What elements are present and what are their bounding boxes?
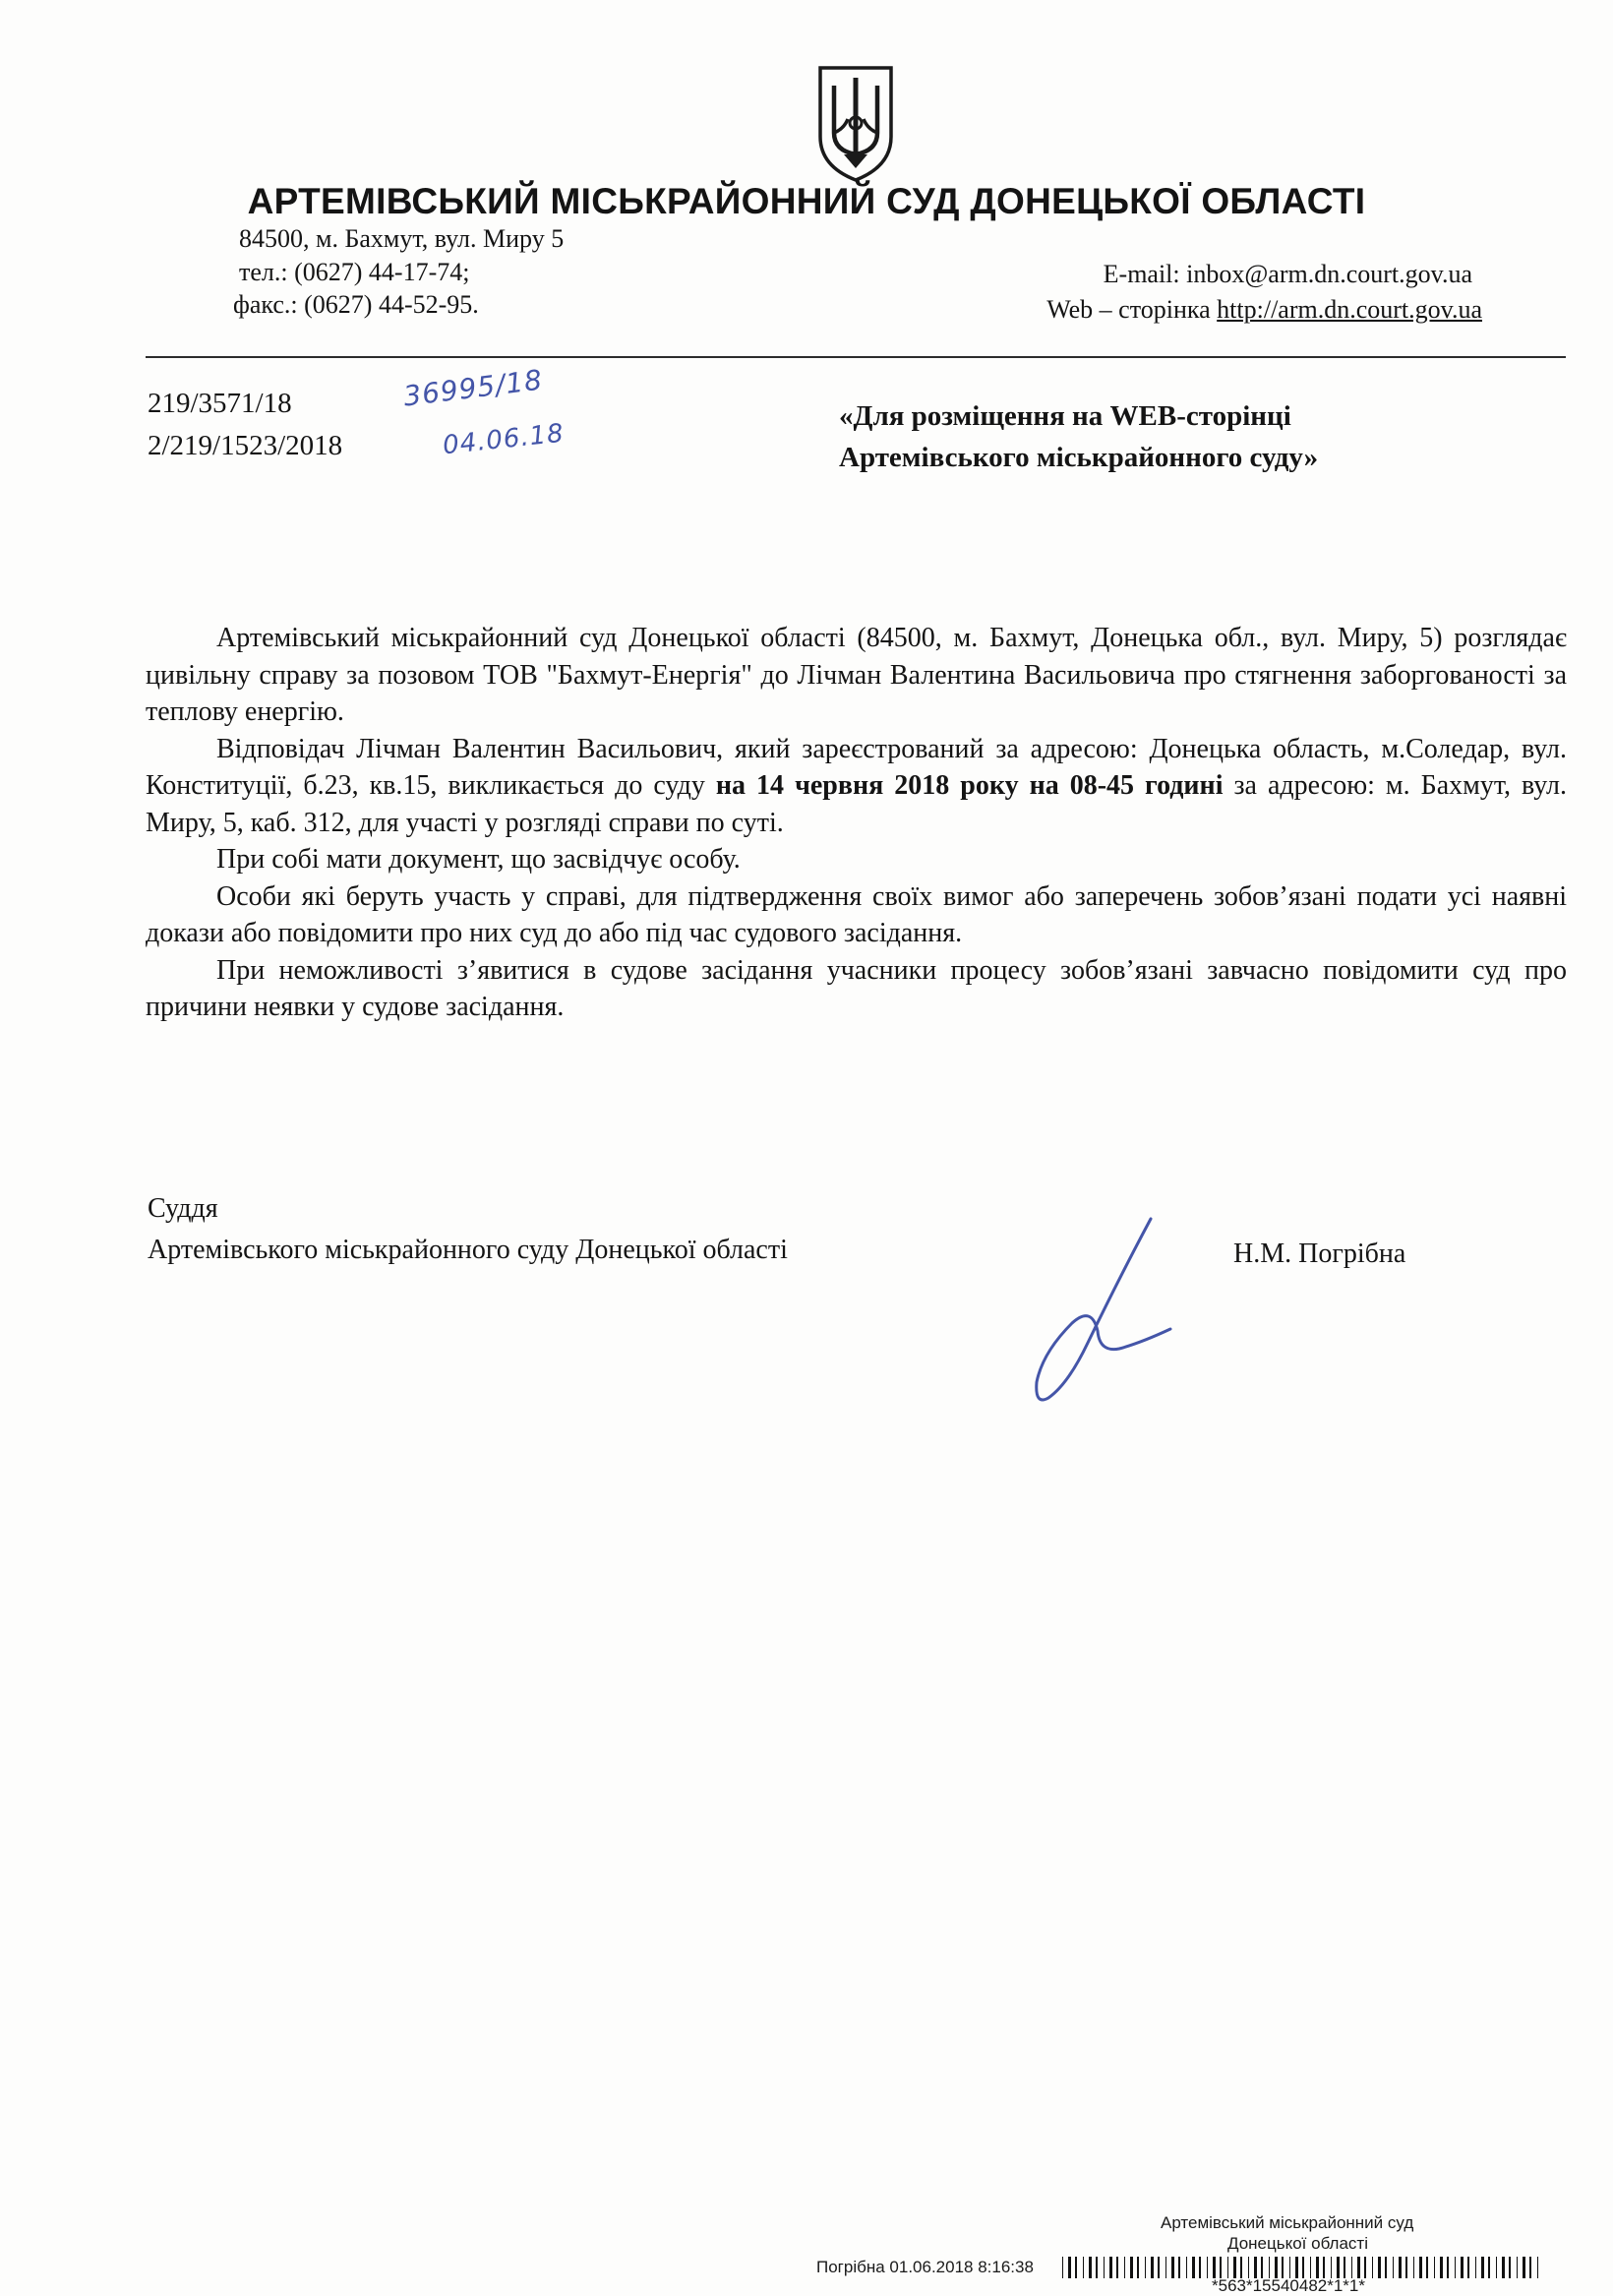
court-website xyxy=(1046,293,1482,327)
summons-address: за адресою: м. Бахмут, вул. Миру, 5, каб. 312, для участі у розгляді справи по суті. xyxy=(146,770,1568,838)
judge-name: Н.М. Погрібна xyxy=(1233,1239,1406,1269)
hearing-datetime: на 14 червня 2018 року на 08-45 годині xyxy=(715,770,1224,801)
barcode xyxy=(1062,2257,1544,2278)
notice-line-1: «Для розміщення на WEB-сторінці xyxy=(839,400,1291,432)
paragraph-absence: При неможливості з’явитися в судове засідання учасники процесу зобов’язані завчасно повідомити суд про причини неявки у судове засідання. xyxy=(146,954,1567,1022)
court-title: АРТЕМІВСЬКИЙ МІСЬКРАЙОННИЙ СУД ДОНЕЦЬКОЇ ОБЛАСТІ xyxy=(247,181,1366,221)
case-number: 219/3571/18 xyxy=(148,388,292,419)
website-label: Web – сторінка xyxy=(1046,295,1218,324)
signature-block xyxy=(148,1188,788,1271)
court-address: 84500, м. Бахмут, вул. Миру 5 xyxy=(239,224,565,253)
paragraph-id-document: При собі мати документ, що засвідчує особу. xyxy=(216,844,741,875)
paragraph-case-description: Артемівський міськрайонний суд Донецької області (84500, м. Бахмут, Донецька обл., вул. Миру, 5) розглядає цивільну справу за позовом ТОВ "Бахмут-Енергія" до Лічман Валентина Васильовича про стягнення заборгованості за теплову енергію. xyxy=(146,623,1567,727)
stamp-timestamp: Погрібна 01.06.2018 8:16:38 xyxy=(816,2258,1034,2276)
trident-coat-of-arms-icon xyxy=(814,64,897,184)
handwritten-registration-number: 36995/18 xyxy=(401,363,545,413)
summons-text: Відповідач Лічман Валентин Васильович, який зареєстрований за адресою: Донецька область, м.Соледар, вул. Конституції, б.23, кв.15, викликається до суду xyxy=(146,733,1567,801)
paragraph-evidence: Особи які беруть участь у справі, для підтвердження своїх вимог або заперечень зобов’язані подати усі наявні докази або повідомити про них суд до або під час судового засідання. xyxy=(146,880,1567,948)
proceeding-number: 2/219/1523/2018 xyxy=(148,430,343,461)
website-link[interactable]: http://arm.dn.court.gov.ua xyxy=(1217,295,1482,324)
notice-line-2: Артемівського міськрайонного суду» xyxy=(839,442,1319,473)
court-email: E-mail: inbox@arm.dn.court.gov.ua xyxy=(1103,260,1472,288)
court-phone: тел.: (0627) 44-17-74; xyxy=(239,258,470,286)
barcode-text: *563*15540482*1*1* xyxy=(1212,2276,1365,2295)
paragraph-summons xyxy=(146,731,1567,842)
publication-notice xyxy=(839,395,1478,478)
header-divider xyxy=(146,356,1566,358)
handwritten-signature xyxy=(1003,1205,1220,1412)
judge-title: Суддя xyxy=(148,1193,218,1224)
judge-position: Артемівського міськрайонного суду Донецької області xyxy=(148,1235,788,1265)
stamp-region: Донецької області xyxy=(1227,2234,1368,2253)
document-body xyxy=(146,620,1567,1026)
handwritten-date: 04.06.18 xyxy=(441,418,567,461)
stamp-court-name: Артемівський міськрайонний суд xyxy=(1161,2213,1414,2232)
court-fax: факс.: (0627) 44-52-95. xyxy=(233,290,479,319)
